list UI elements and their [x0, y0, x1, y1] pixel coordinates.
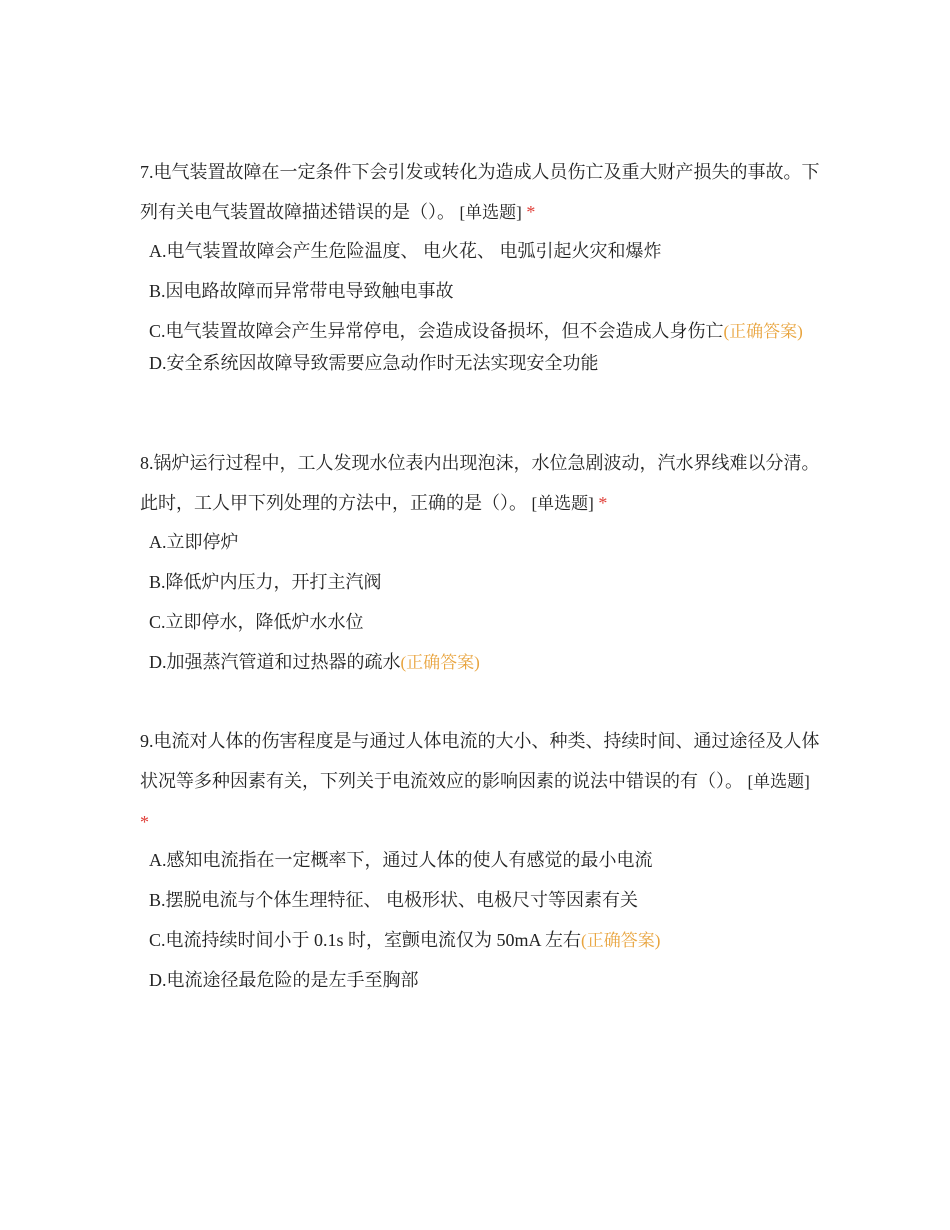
question-body: 锅炉运行过程中，工人发现水位表内出现泡沫，水位急剧波动，汽水界线难以分清。此时，工人甲下列处理的方法中，正确的是（）。 — [140, 453, 820, 513]
option-list — [140, 848, 820, 993]
option-b[interactable] — [149, 888, 809, 913]
option-d[interactable] — [149, 968, 809, 993]
option-text: B.因电路故障而异常带电导致触电事故 — [149, 281, 454, 301]
correct-answer-badge: (正确答案) — [723, 322, 803, 341]
option-list — [140, 530, 820, 675]
question-body: 电流对人体的伤害程度是与通过人体电流的大小、种类、持续时间、通过途径及人体状况等多种因素有关，下列关于电流效应的影响因素的说法中错误的有（）。 — [140, 731, 820, 791]
option-text: C.电流持续时间小于 0.1s 时，室颤电流仅为 50mA 左右 — [149, 930, 582, 950]
question-text — [140, 721, 820, 842]
question-text — [140, 443, 820, 524]
option-text: B.摆脱电流与个体生理特征、 电极形状、电极尺寸等因素有关 — [149, 890, 639, 910]
option-c[interactable] — [149, 610, 809, 635]
required-mark: * — [526, 202, 536, 222]
option-text: A.电气装置故障会产生危险温度、 电火花、 电弧引起火灾和爆炸 — [149, 241, 662, 261]
question-number: 7. — [140, 162, 154, 182]
question-body: 电气装置故障在一定条件下会引发或转化为造成人员伤亡及重大财产损失的事故。下列有关电气装置故障描述错误的是（）。 — [140, 162, 820, 222]
option-c[interactable] — [149, 319, 809, 344]
correct-answer-badge: (正确答案) — [581, 931, 661, 950]
option-b[interactable] — [149, 279, 809, 304]
question-number: 9. — [140, 731, 154, 751]
option-text: C.电气装置故障会产生异常停电，会造成设备损坏，但不会造成人身伤亡 — [149, 321, 724, 341]
option-text: D.电流途径最危险的是左手至胸部 — [149, 970, 419, 990]
option-a[interactable] — [149, 530, 809, 555]
option-text: C.立即停水，降低炉水水位 — [149, 612, 364, 632]
question-type: [单选题] — [531, 494, 594, 513]
option-d[interactable] — [149, 650, 809, 675]
option-text: D.加强蒸汽管道和过热器的疏水 — [149, 652, 401, 672]
question-text — [140, 152, 820, 233]
question-number: 8. — [140, 453, 154, 473]
required-mark: * — [598, 493, 608, 513]
question-8 — [140, 443, 820, 690]
correct-answer-badge: (正确答案) — [400, 653, 480, 672]
question-type: [单选题] — [459, 203, 522, 222]
option-a[interactable] — [149, 848, 809, 873]
option-text: D.安全系统因故障导致需要应急动作时无法实现安全功能 — [149, 353, 599, 373]
option-list — [140, 239, 820, 376]
option-c[interactable] — [149, 928, 809, 953]
option-text: A.立即停炉 — [149, 532, 239, 552]
option-d[interactable] — [149, 351, 809, 376]
question-type: [单选题] — [747, 772, 810, 791]
option-text: A.感知电流指在一定概率下，通过人体的使人有感觉的最小电流 — [149, 850, 653, 870]
question-9 — [140, 721, 820, 1008]
option-text: B.降低炉内压力，开打主汽阀 — [149, 572, 382, 592]
required-mark: * — [140, 812, 149, 832]
question-7 — [140, 152, 820, 391]
option-a[interactable] — [149, 239, 809, 264]
option-b[interactable] — [149, 570, 809, 595]
